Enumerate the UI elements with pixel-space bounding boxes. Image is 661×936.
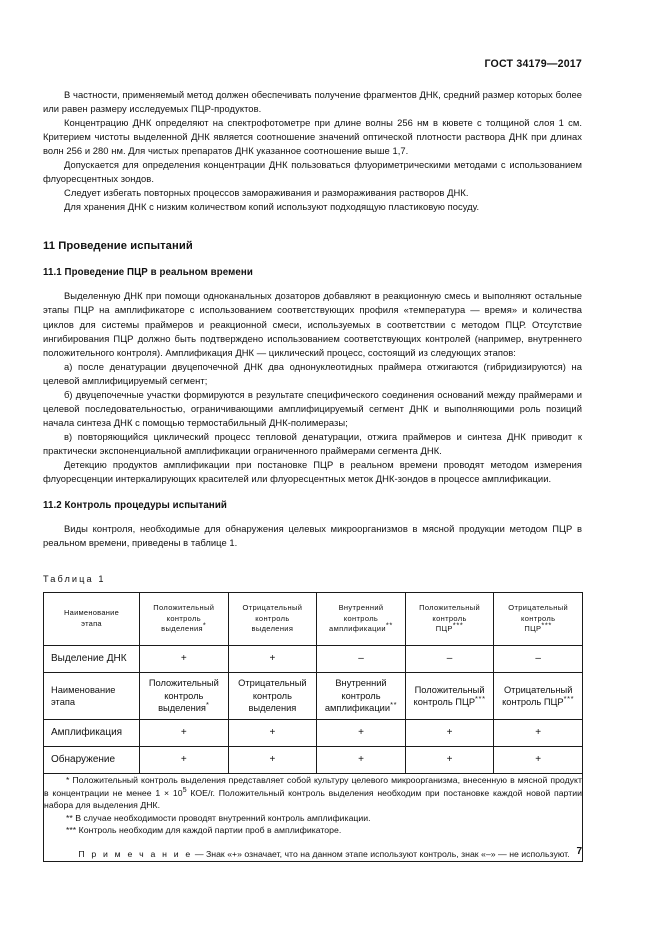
header-line-2: контроль: [255, 613, 290, 623]
exponent-five: 5: [182, 784, 187, 794]
footnote-one-part-2: КОЕ/г. Положительный контроль выделения необходим при постановке каждой новой партии набора для выделения ДНК.: [44, 787, 582, 811]
cell-line-2: контроль: [341, 690, 381, 701]
header-line-1: Положительный: [419, 603, 481, 613]
cell-value: +: [494, 747, 583, 774]
header-line-1: Наименование: [64, 608, 119, 618]
running-head-standard-id: ГОСТ 34179—2017: [484, 58, 582, 70]
footnote-marker-double: **: [385, 620, 393, 630]
header-line-2: контроль: [520, 613, 556, 623]
cell-value: +: [317, 720, 406, 747]
cell-value: +: [140, 747, 229, 774]
header-line-3: ПЦР: [524, 624, 542, 634]
header-cell-positive-pcr-control: [405, 593, 494, 646]
subsection-heading-11-2: 11.2 Контроль процедуры испытаний: [43, 500, 227, 512]
list-item-b: б) двуцепочечные участки формируются в результате специфического соединения оснований между праймерами и целевой последовательностью, ограничивающими амплифицируемый сегмент ДНК и выполняющими роль позиций начала синтеза ДНК с помощью термостабильный ДНК-полимеразы;: [43, 388, 582, 428]
spacer-after-subsection-11-2: [43, 511, 582, 522]
header-cell-negative-pcr-control: [494, 593, 583, 646]
cell-value: –: [317, 646, 406, 673]
cell-line-1: Положительный: [148, 678, 219, 689]
header-line-1: Отрицательный: [242, 603, 303, 613]
spacer-after-subsection-11-1: [43, 278, 582, 289]
table-row: [44, 720, 583, 747]
cell-value: +: [228, 720, 317, 747]
cell-internal-amplification-control: [317, 673, 406, 720]
cell-line-3: амплификации: [324, 703, 391, 714]
footnote-three: *** Контроль необходим для каждой партии проб в амплификаторе.: [66, 825, 342, 836]
cell-line-1: Отрицательный: [503, 684, 573, 695]
footnote-marker-single: *: [205, 700, 210, 710]
footnote-marker-triple: ***: [475, 693, 486, 703]
paragraph-fluorimetric-methods: Допускается для определения концентрации ДНК пользоваться флуориметрическими методами с использованием флуоресцентных зондов.: [43, 159, 582, 185]
cell-line-2: контроль: [164, 690, 204, 701]
header-line-3: амплификации: [329, 624, 386, 634]
header-line-3: выделения: [251, 624, 294, 634]
footnote-marker-triple: ***: [563, 693, 575, 703]
section-heading-11: 11 Проведение испытаний: [43, 240, 193, 253]
row-label-dna-isolation: Выделение ДНК: [44, 646, 140, 673]
note-text: — Знак «+» означает, что на данном этапе используют контроль, знак «–» — не используют.: [192, 848, 570, 859]
header-line-3: ПЦР: [435, 624, 453, 634]
cell-value: –: [494, 646, 583, 673]
header-line-1: Положительный: [153, 603, 215, 613]
paragraph-11-2-intro: Виды контроля, необходимые для обнаружения целевых микроорганизмов в мясной продукции методом ПЦР в реальном времени, приведены в таблице 1.: [43, 523, 582, 549]
note-label: П р и м е ч а н и е: [78, 848, 193, 859]
header-line-2: этапа: [81, 619, 102, 628]
header-line-2: контроль: [343, 613, 379, 623]
cell-negative-pcr-control: [494, 673, 583, 720]
footnote-one: [44, 774, 582, 812]
row-label-amplification: Амплификация: [44, 720, 140, 747]
header-line-1: Отрицательный: [508, 603, 569, 613]
footnote-marker-single: *: [202, 620, 207, 630]
spacer-after-section-11: [43, 252, 582, 267]
cell-line-1: Внутренний: [335, 678, 387, 689]
footnote-one-part-1: * Положительный контроль выделения представляет собой культуру целевого микроорганизма, внесенную в мясной продукт в концентрации не менее 1 × 10: [44, 775, 582, 798]
page-number: 7: [576, 846, 582, 857]
cell-line-2: контроль: [252, 690, 292, 701]
label-line-1: Наименование: [51, 684, 116, 695]
controls-table: [43, 592, 583, 862]
label-line-2: этапа: [51, 697, 76, 707]
paragraph-11-1-intro: Выделенную ДНК при помощи одноканальных дозаторов добавляют в реакционную смесь и выполняют остальные этапы ПЦР на амплификаторе с использованием соответствующих профиля «температура — время» и количества циклов для системы праймеров и реакционной смеси, используемых в соответствии с методом ПЦР. Отсутствие ингибирования ПЦР должно быть подтверждено использованием соответствующих контролей (например, внутреннего положительного контроля). Амплификация ДНК — циклический процесс, состоящий из следующих этапов:: [43, 290, 582, 358]
row-label-detection: Обнаружение: [44, 747, 140, 774]
paragraph-storage-plasticware: Для хранения ДНК с низким количеством копий используют подходящую пластиковую посуду.: [64, 201, 480, 213]
cell-positive-pcr-control: [405, 673, 494, 720]
header-cell-internal-amplification-control: [317, 593, 406, 646]
list-item-v: в) повторяющийся циклический процесс тепловой денатурации, отжига праймеров и синтеза ДНК приводит к практически экспоненциальной амплификации ограниченного праймерами сегмента ДНК.: [43, 430, 582, 456]
table-row: [44, 747, 583, 774]
footnote-two: ** В случае необходимости проводят внутренний контроль амплификации.: [66, 812, 371, 823]
table-row: [44, 646, 583, 673]
cell-line-3: выделения: [248, 703, 297, 714]
cell-value: +: [228, 646, 317, 673]
header-line-1: Внутренний: [338, 603, 384, 613]
subsection-heading-11-1: 11.1 Проведение ПЦР в реальном времени: [43, 267, 253, 279]
header-cell-positive-isolation-control: [140, 593, 229, 646]
header-line-2: контроль: [432, 613, 467, 623]
cell-value: –: [405, 646, 494, 673]
row-label-stage-repeat: [44, 673, 140, 720]
cell-value: +: [405, 720, 494, 747]
cell-line-3: выделения: [158, 703, 206, 714]
paragraph-11-1-detection: Детекцию продуктов амплификации при постановке ПЦР в реальном времени проводят методом измерения флуоресценции интеркалирующих красителей или флуоресцентных меток ДНК-зондов в процессе амплификации.: [43, 458, 582, 485]
spacer-before-subsection-11-2: [43, 486, 582, 500]
cell-negative-isolation-control: [228, 673, 317, 720]
paragraph-dna-concentration: Концентрацию ДНК определяют на спектрофотометре при длине волны 256 нм в кювете с толщиной слоя 1 см. Критерием чистоты выделенной ДНК является соотношение значений оптической плотности раствора ДНК при длинах волн 256 и 280 нм. Для чистых препаратов ДНК указанное соотношение выше 1,7.: [43, 117, 582, 157]
cell-value: +: [494, 720, 583, 747]
header-line-3: выделения: [161, 624, 203, 634]
header-line-2: контроль: [166, 613, 201, 623]
spacer-before-section-11: [43, 214, 582, 240]
header-cell-negative-isolation-control: [228, 593, 317, 646]
body-text-column: [43, 88, 582, 550]
footnote-marker-triple: ***: [452, 620, 464, 630]
header-cell-stage: [44, 593, 140, 646]
cell-value: +: [140, 646, 229, 673]
cell-value: +: [317, 747, 406, 774]
cell-value: +: [140, 720, 229, 747]
cell-value: +: [405, 747, 494, 774]
footnote-marker-double: **: [390, 700, 398, 710]
paragraph-dna-fragment-size: В частности, применяемый метод должен обеспечивать получение фрагментов ДНК, средний размер которых более или равен размеру исследуемых ПЦР-продуктов.: [43, 89, 582, 115]
cell-line-2: контроль ПЦР: [413, 697, 476, 707]
footnote-marker-triple: ***: [541, 620, 552, 630]
paragraph-avoid-freeze-thaw: Следует избегать повторных процессов замораживания и размораживания растворов ДНК.: [64, 187, 469, 199]
table-caption: Таблица 1: [43, 574, 106, 584]
table-header-row: [44, 593, 583, 646]
cell-line-1: Положительный: [414, 684, 485, 695]
cell-positive-isolation-control: [140, 673, 229, 720]
table-repeated-header-row: [44, 673, 583, 720]
list-item-a: а) после денатурации двуцепочечной ДНК два однонуклеотидных праймера отжигаются (гибридизируются) на целевой амплифицируемый сегмент;: [43, 360, 582, 386]
cell-line-1: Отрицательный: [238, 678, 307, 689]
cell-line-2: контроль ПЦР: [502, 697, 564, 707]
cell-value: +: [228, 747, 317, 774]
